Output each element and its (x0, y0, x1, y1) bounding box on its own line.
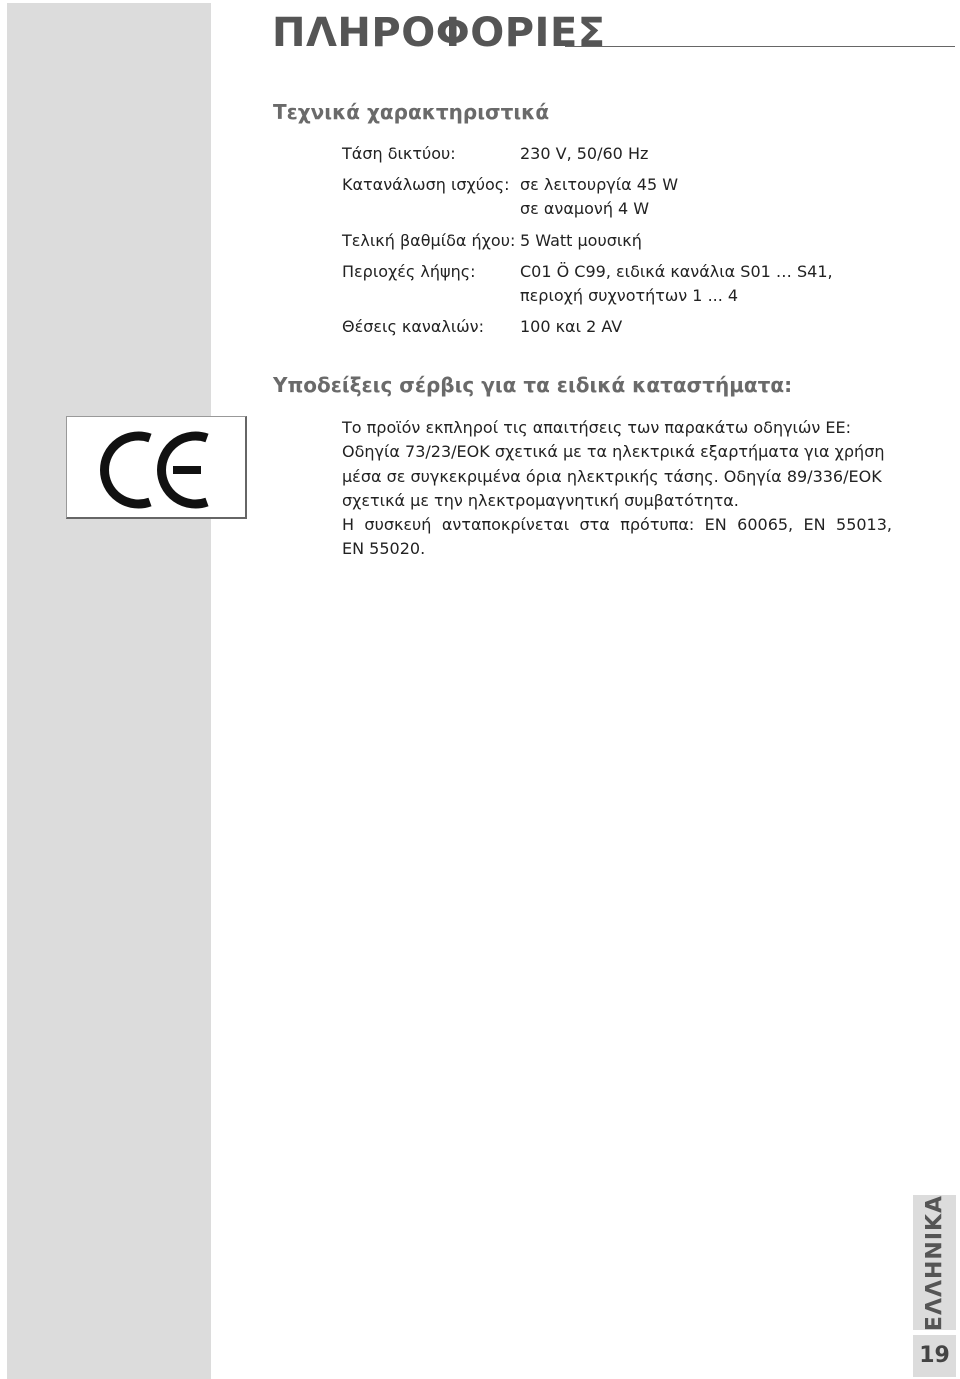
spec-value: 5 Watt μουσική (520, 231, 642, 250)
spec-value: 230 V, 50/60 Hz (520, 144, 649, 163)
spec-value: σε αναμονή 4 W (520, 199, 650, 218)
specs-heading: Τεχνικά χαρακτηριστικά (273, 100, 550, 124)
spec-label: Κατανάλωση ισχύος: (342, 175, 510, 194)
spec-label: Θέσεις καναλιών: (342, 317, 484, 336)
service-text (342, 416, 892, 562)
language-label: ΕΛΛΗΝΙΚΑ (922, 1194, 947, 1331)
directives-paragraph: Το προϊόν εκπληροί τις απαιτήσεις των παρακάτω οδηγιών ΕΕ: Οδηγία 73/23/ΕΟΚ σχετικά με τα ηλεκτρικά εξαρτήματα για χρήση μέσα σε συγκεκριμένα όρια ηλεκτρικής τάσης. Οδηγία 89/336/ΕΟΚ σχετικά με την ηλεκτρομαγνητική συμβατότητα. (342, 418, 885, 510)
spec-value: 100 και 2 AV (520, 317, 623, 336)
service-heading: Υποδείξεις σέρβις για τα ειδικά καταστήματα: (273, 373, 793, 397)
ce-mark-icon (67, 417, 245, 517)
page-number-tab (913, 1335, 956, 1377)
page-title: ΠΛΗΡΟΦΟΡΙΕΣ (272, 10, 606, 56)
title-rule (565, 46, 955, 47)
spec-value: C01 Ö C99, ειδικά κανάλια S01 … S41, (520, 262, 833, 281)
spec-value: περιοχή συχνοτήτων 1 ... 4 (520, 286, 739, 305)
standards-line-end: EN 55020. (342, 539, 426, 559)
spec-value: σε λειτουργία 45 W (520, 175, 679, 194)
standards-line: Η συσκευή ανταποκρίνεται στα πρότυπα: EN 60065, EN 55013, (342, 515, 892, 535)
page-number: 19 (919, 1343, 950, 1368)
spec-label: Τάση δικτύου: (342, 144, 456, 163)
side-band (7, 3, 211, 1379)
spec-label: Περιοχές λήψης: (342, 262, 476, 281)
language-tab (913, 1195, 956, 1330)
spec-label: Τελική βαθμίδα ήχου: (342, 231, 516, 250)
ce-mark-box (66, 416, 247, 519)
